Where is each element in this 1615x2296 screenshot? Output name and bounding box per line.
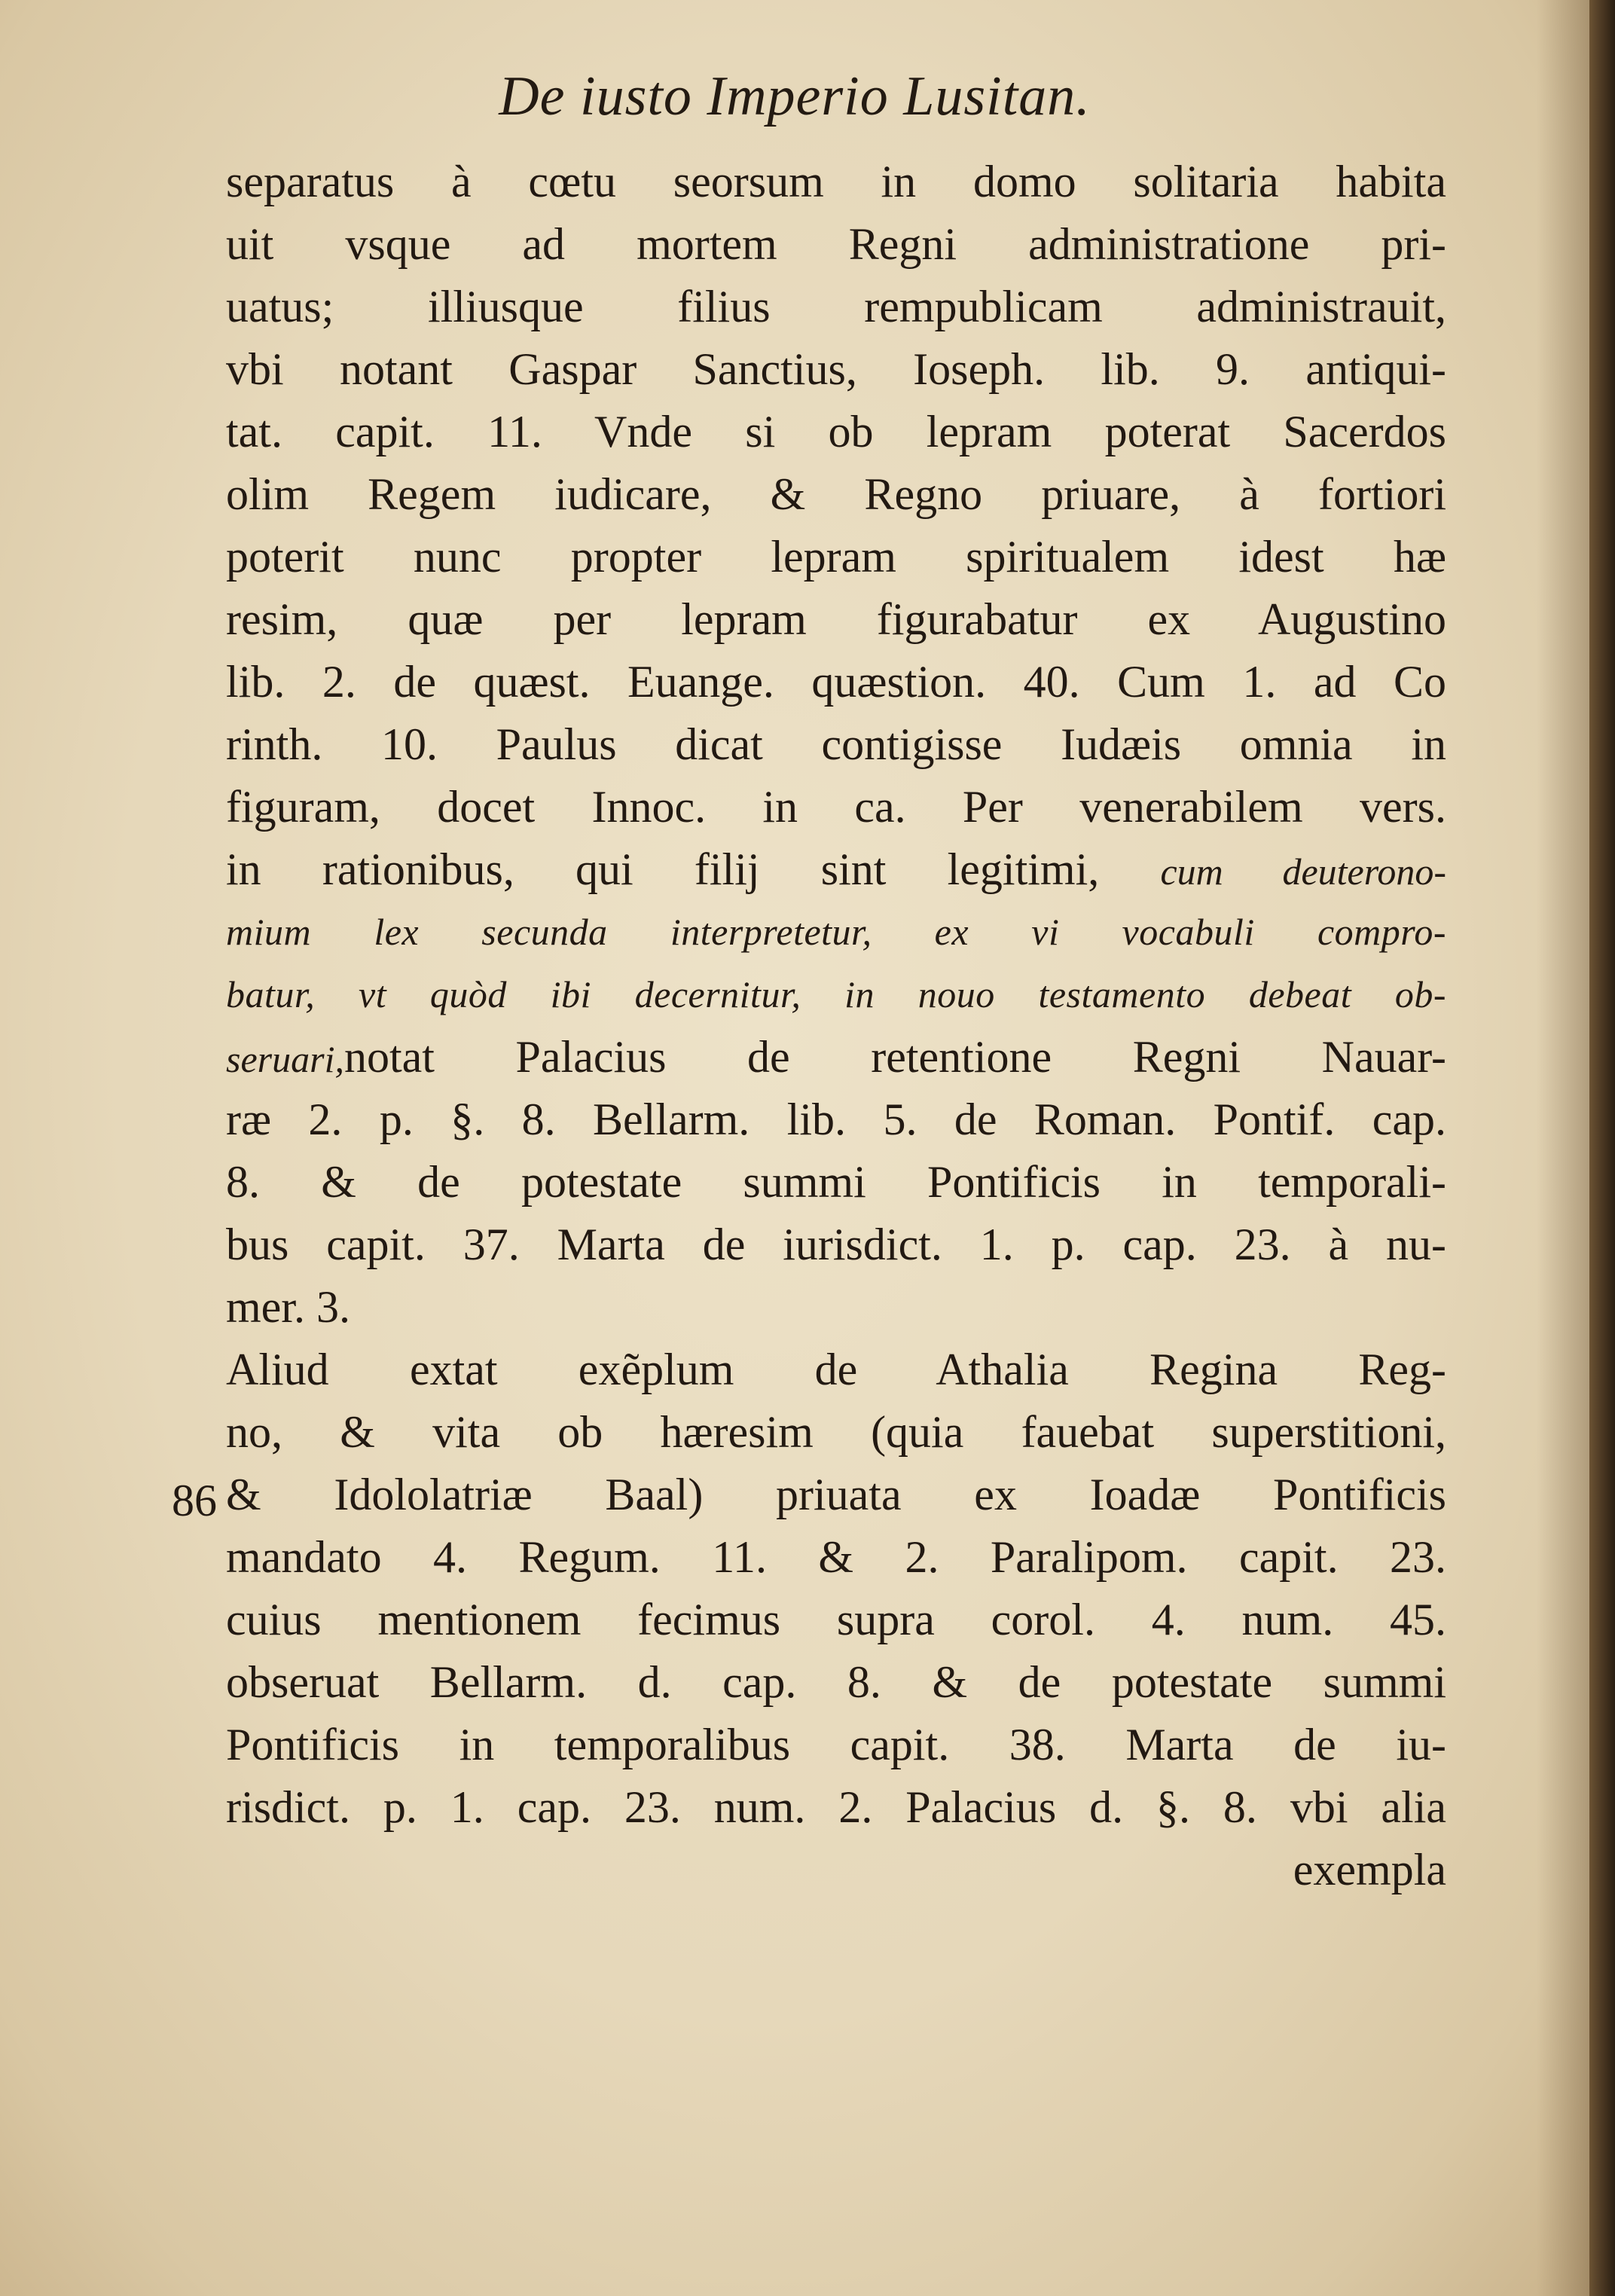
body-text xyxy=(226,151,1446,1901)
text-line-18: bus capit. 37. Marta de iurisdict. 1. p. cap. 23. à nu- xyxy=(226,1220,1446,1269)
text-line-15-italic: seruari, xyxy=(226,1038,344,1080)
text-line-20: Aliud extat exẽplum de Athalia Regina Reg- xyxy=(226,1345,1446,1394)
text-line-8: resim, quæ per lepram figurabatur ex Augustino xyxy=(226,594,1446,644)
text-line-7: poterit nunc propter lepram spiritualem idest hæ xyxy=(226,532,1446,582)
text-line-24: cuius mentionem fecimus supra corol. 4. num. 45. xyxy=(226,1595,1446,1644)
text-line-25: obseruat Bellarm. d. cap. 8. & de potestate summi xyxy=(226,1657,1446,1707)
text-line-23: mandato 4. Regum. 11. & 2. Paralipom. capit. 23. xyxy=(226,1532,1446,1582)
text-line-6: olim Regem iudicare, & Regno priuare, à fortiori xyxy=(226,469,1446,519)
marginal-paragraph-number: 86 xyxy=(172,1476,217,1525)
text-line-16: ræ 2. p. §. 8. Bellarm. lib. 5. de Roman. Pontif. cap. xyxy=(226,1095,1446,1144)
text-line-17: 8. & de potestate summi Pontificis in temporali- xyxy=(226,1157,1446,1207)
text-line-15 xyxy=(226,1026,1446,1088)
text-line-5: tat. capit. 11. Vnde si ob lepram poterat Sacerdos xyxy=(226,407,1446,456)
text-line-19: mer. 3. xyxy=(226,1282,350,1332)
text-line-15-roman: notat Palacius de retentione Regni Nauar- xyxy=(343,1032,1446,1082)
text-line-9: lib. 2. de quæst. Euange. quæstion. 40. Cum 1. ad Co xyxy=(226,657,1446,707)
text-line-3: uatus; illiusque filius rempublicam administrauit, xyxy=(226,282,1446,331)
text-line-2: uit vsque ad mortem Regni administratione pri- xyxy=(226,219,1446,269)
text-line-12-italic: cum deuterono- xyxy=(1160,850,1447,893)
text-line-21: no, & vita ob hæresim (quia fauebat superstitioni, xyxy=(226,1407,1446,1457)
text-line-1: separatus à cœtu seorsum in domo solitaria habita xyxy=(226,157,1446,206)
text-line-10: rinth. 10. Paulus dicat contigisse Iudæis omnia in xyxy=(226,719,1446,769)
text-line-12 xyxy=(226,838,1446,901)
text-line-27: risdict. p. 1. cap. 23. num. 2. Palacius d. §. 8. vbi alia xyxy=(226,1782,1446,1832)
text-line-4: vbi notant Gaspar Sanctius, Ioseph. lib. 9. antiqui- xyxy=(226,344,1446,394)
catchword: exempla xyxy=(1293,1845,1446,1895)
text-line-22: & Idololatriæ Baal) priuata ex Ioadæ Pontificis xyxy=(226,1470,1446,1519)
text-line-11: figuram, docet Innoc. in ca. Per venerabilem vers. xyxy=(226,782,1446,832)
running-head: De iusto Imperio Lusitan. xyxy=(499,66,1091,127)
page-edge xyxy=(1589,0,1615,2296)
text-line-12-roman: in rationibus, qui filij sint legitimi, xyxy=(226,844,1100,894)
text-line-14: batur, vt quòd ibi decernitur, in nouo testamento debeat ob- xyxy=(226,973,1446,1015)
text-line-26: Pontificis in temporalibus capit. 38. Marta de iu- xyxy=(226,1720,1446,1769)
text-line-13: mium lex secunda interpretetur, ex vi vocabuli compro- xyxy=(226,911,1446,953)
